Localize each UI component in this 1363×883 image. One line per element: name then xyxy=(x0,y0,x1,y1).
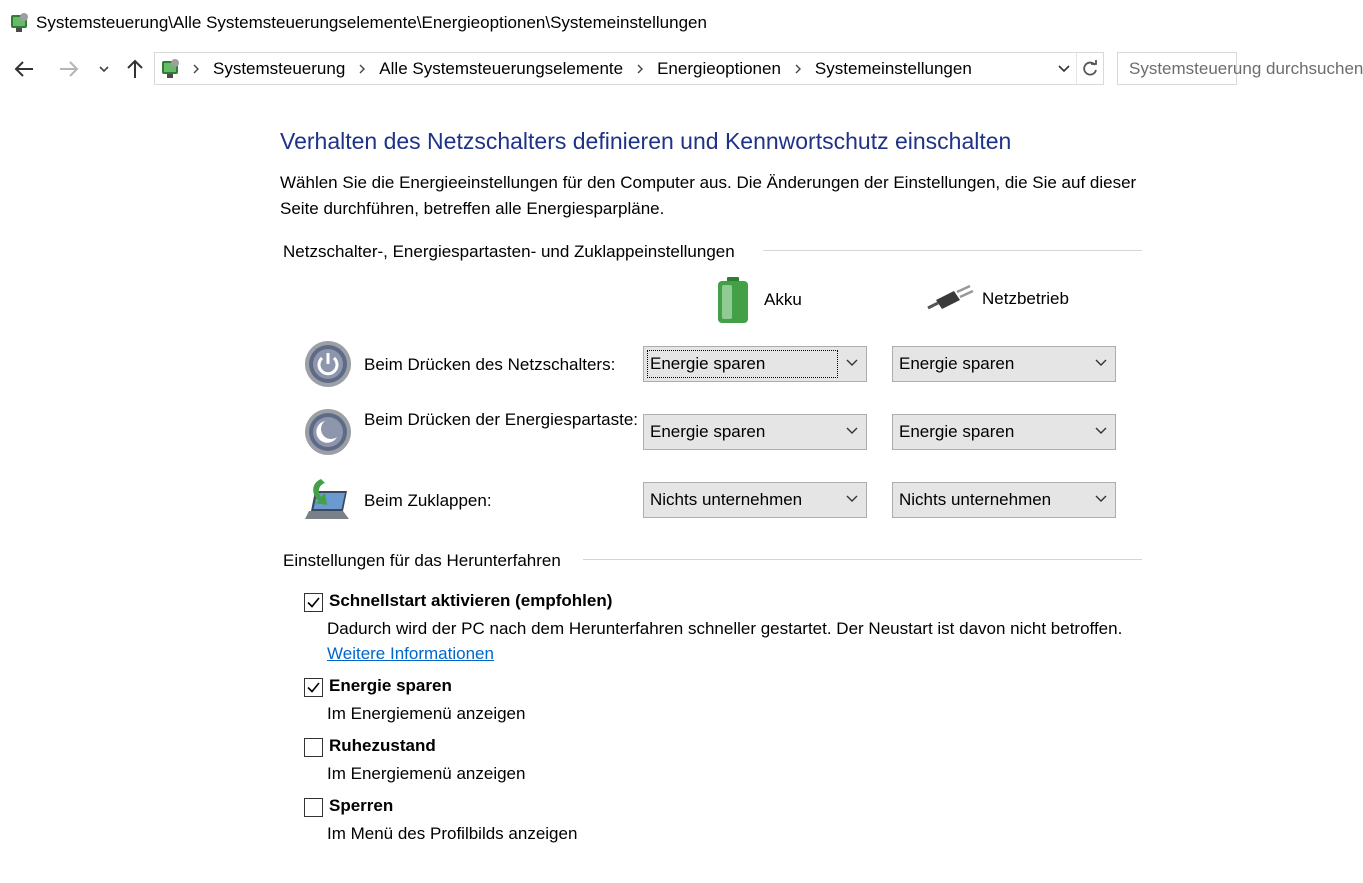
breadcrumb-energieoptionen[interactable]: Energieoptionen xyxy=(657,58,781,78)
row-lid-label: Beim Zuklappen: xyxy=(364,491,492,510)
up-button[interactable] xyxy=(122,56,148,82)
fast-startup-checkbox[interactable] xyxy=(304,593,323,612)
more-info-link[interactable]: Weitere Informationen xyxy=(327,644,494,663)
sleep-button-battery-select[interactable] xyxy=(643,414,867,450)
shutdown-section-header: Einstellungen für das Herunterfahren xyxy=(283,551,561,570)
arrow-up-icon xyxy=(126,58,144,80)
fast-startup-label[interactable]: Schnellstart aktivieren (empfohlen) xyxy=(329,591,613,610)
power-plug-icon xyxy=(924,286,974,312)
lock-label[interactable]: Sperren xyxy=(329,796,394,815)
laptop-lid-icon xyxy=(303,475,353,525)
lid-ac-select[interactable] xyxy=(892,482,1116,518)
breadcrumb-systemeinstellungen[interactable]: Systemeinstellungen xyxy=(814,58,972,78)
select-value: Energie sparen xyxy=(899,422,1015,441)
window-title: Systemsteuerung\Alle Systemsteuerungselemente\Energieoptionen\Systemeinstellungen xyxy=(36,13,707,32)
hibernate-label[interactable]: Ruhezustand xyxy=(329,736,436,755)
select-value: Nichts unternehmen xyxy=(899,490,1052,509)
refresh-icon xyxy=(1081,60,1099,78)
sleep-button-icon xyxy=(303,407,353,457)
hibernate-checkbox[interactable] xyxy=(304,738,323,757)
col-ac-label: Netzbetrieb xyxy=(982,289,1069,308)
recent-locations-button[interactable] xyxy=(91,56,117,82)
intro-text: Wählen Sie die Energieeinstellungen für den Computer aus. Die Änderungen der Einstellungen, die Sie auf dieser Seite durchführen, betreffen alle Energiesparpläne. xyxy=(280,173,1137,218)
chevron-down-icon xyxy=(1095,495,1107,503)
power-section-header: Netzschalter-, Energiespartasten- und Zuklappeinstellungen xyxy=(283,242,735,261)
power-options-icon xyxy=(159,58,181,80)
sleep-label[interactable]: Energie sparen xyxy=(329,676,452,695)
select-value: Nichts unternehmen xyxy=(650,490,803,509)
breadcrumb-systemsteuerung[interactable]: Systemsteuerung xyxy=(213,58,346,78)
arrow-right-icon xyxy=(58,60,80,78)
checkmark-icon xyxy=(306,595,321,610)
battery-icon xyxy=(716,276,750,324)
title-bar xyxy=(0,0,1213,46)
chevron-right-icon[interactable] xyxy=(629,63,651,75)
forward-button[interactable] xyxy=(56,56,82,82)
select-value: Energie sparen xyxy=(650,422,766,441)
chevron-right-icon[interactable] xyxy=(787,63,809,75)
checkmark-icon xyxy=(306,680,321,695)
chevron-down-icon xyxy=(98,65,110,73)
power-button-battery-select[interactable] xyxy=(643,346,867,382)
refresh-button[interactable] xyxy=(1076,53,1103,84)
back-button[interactable] xyxy=(11,56,37,82)
search-input[interactable]: Systemsteuerung durchsuchen xyxy=(1117,52,1237,85)
power-button-ac-select[interactable] xyxy=(892,346,1116,382)
section-divider xyxy=(763,250,1142,251)
power-options-icon xyxy=(8,12,30,34)
chevron-right-icon[interactable] xyxy=(185,63,207,75)
col-battery-header xyxy=(716,276,802,324)
breadcrumb xyxy=(185,53,978,84)
lock-checkbox[interactable] xyxy=(304,798,323,817)
address-dropdown-button[interactable] xyxy=(1051,53,1077,84)
chevron-down-icon xyxy=(1057,64,1071,73)
col-ac-header xyxy=(924,286,1069,312)
row-sleep-button-label: Beim Drücken der Energiespartaste: xyxy=(364,410,639,429)
hibernate-desc: Im Energiemenü anzeigen xyxy=(327,764,526,783)
chevron-down-icon xyxy=(846,495,858,503)
breadcrumb-alle-elemente[interactable]: Alle Systemsteuerungselemente xyxy=(379,58,624,78)
main-content xyxy=(0,90,1213,883)
arrow-left-icon xyxy=(13,60,35,78)
chevron-down-icon xyxy=(1095,427,1107,435)
address-bar[interactable] xyxy=(154,52,1104,85)
sleep-button-ac-select[interactable] xyxy=(892,414,1116,450)
chevron-down-icon xyxy=(846,359,858,367)
section-divider xyxy=(583,559,1142,560)
fast-startup-desc xyxy=(327,616,1127,666)
chevron-right-icon[interactable] xyxy=(351,63,373,75)
row-power-button-label: Beim Drücken des Netzschalters: xyxy=(364,355,616,374)
select-value: Energie sparen xyxy=(650,354,766,373)
fast-startup-desc-text: Dadurch wird der PC nach dem Herunterfahren schneller gestartet. Der Neustart ist davon nicht betroffen. xyxy=(327,619,1123,638)
chevron-down-icon xyxy=(846,427,858,435)
page-title: Verhalten des Netzschalters definieren und Kennwortschutz einschalten xyxy=(280,128,1012,154)
power-button-icon xyxy=(303,339,353,389)
select-value: Energie sparen xyxy=(899,354,1015,373)
lid-battery-select[interactable] xyxy=(643,482,867,518)
col-battery-label: Akku xyxy=(764,290,802,309)
chevron-down-icon xyxy=(1095,359,1107,367)
sleep-desc: Im Energiemenü anzeigen xyxy=(327,704,526,723)
sleep-checkbox[interactable] xyxy=(304,678,323,697)
lock-desc: Im Menü des Profilbilds anzeigen xyxy=(327,824,578,843)
navigation-bar xyxy=(0,50,1363,90)
